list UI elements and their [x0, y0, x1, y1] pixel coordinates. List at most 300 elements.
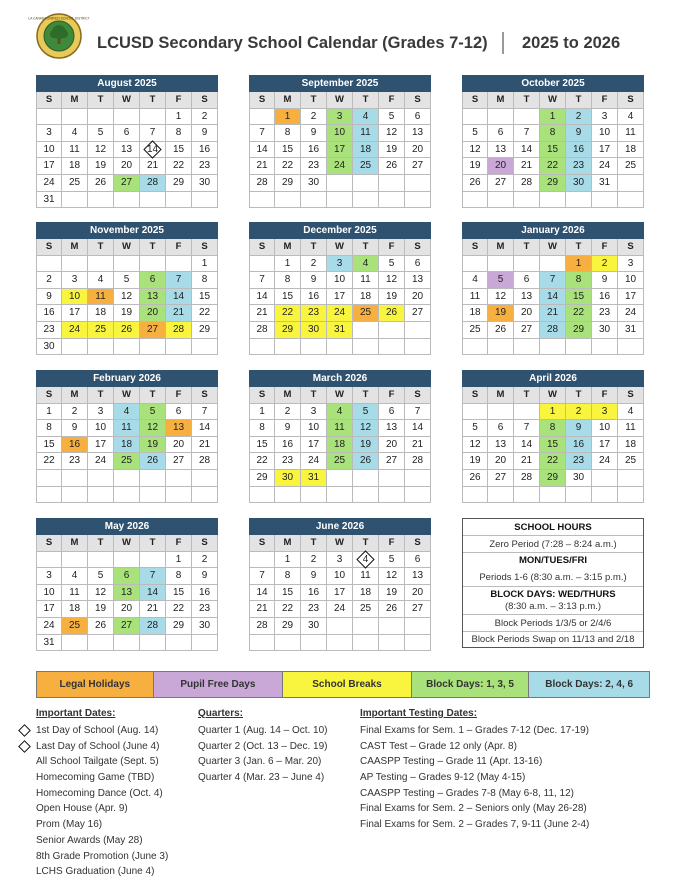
- day-cell: [114, 175, 140, 192]
- day-number: 6: [414, 257, 421, 269]
- day-number: 17: [624, 290, 637, 302]
- page-title: LCUSD Secondary School Calendar (Grades 7-12): [97, 34, 488, 52]
- day-cell: [540, 272, 566, 289]
- empty-day-cell: [114, 487, 140, 504]
- day-cell: [379, 420, 405, 437]
- day-number: 13: [385, 422, 398, 434]
- day-cell: [114, 289, 140, 306]
- day-cell: [275, 568, 301, 585]
- empty-day-cell: [618, 487, 644, 504]
- weekday-header: T: [566, 387, 592, 404]
- day-number: 19: [359, 438, 372, 450]
- day-cell: [405, 453, 431, 470]
- day-number: 21: [256, 160, 268, 172]
- day-cell: [192, 618, 218, 635]
- list-item-text: 8th Grade Promotion (June 3): [36, 850, 169, 862]
- empty-day-cell: [114, 339, 140, 356]
- day-cell: [249, 305, 275, 322]
- list-item-text: Final Exams for Sem. 2 – Grades 7, 9-11 (June 2-4): [360, 819, 590, 831]
- list-item-text: Final Exams for Sem. 1 – Grades 7-12 (Dec. 17-19): [360, 725, 589, 736]
- empty-day-cell: [405, 192, 431, 209]
- important-dates: [36, 708, 168, 880]
- list-item: [360, 739, 589, 755]
- day-cell: [275, 289, 301, 306]
- day-number: 17: [333, 586, 346, 598]
- empty-day-cell: [166, 470, 192, 487]
- day-number: 1: [201, 257, 208, 269]
- day-cell: [566, 125, 592, 142]
- empty-day-cell: [62, 552, 88, 569]
- empty-day-cell: [62, 192, 88, 209]
- day-number: 19: [385, 586, 398, 598]
- day-cell: [301, 142, 327, 159]
- day-cell: [114, 568, 140, 585]
- day-number: 5: [497, 274, 504, 286]
- day-cell: [301, 404, 327, 421]
- empty-day-cell: [114, 256, 140, 273]
- day-number: 29: [256, 471, 268, 483]
- day-number: 28: [520, 176, 533, 188]
- day-cell: [353, 109, 379, 126]
- day-number: 3: [336, 553, 343, 565]
- day-cell: [379, 142, 405, 159]
- day-cell: [462, 175, 488, 192]
- day-number: 18: [68, 160, 81, 172]
- day-number: 23: [43, 323, 55, 335]
- empty-day-cell: [379, 487, 405, 504]
- day-number: 15: [546, 438, 559, 450]
- day-number: 26: [494, 323, 507, 335]
- empty-day-cell: [301, 339, 327, 356]
- quarters: [198, 708, 328, 786]
- day-number: 8: [549, 422, 556, 434]
- day-cell: [540, 470, 566, 487]
- day-cell: [301, 552, 327, 569]
- day-number: 11: [95, 290, 106, 302]
- weekday-header: S: [249, 92, 275, 109]
- day-cell: [114, 601, 140, 618]
- day-cell: [166, 289, 192, 306]
- day-cell: [166, 437, 192, 454]
- weekday-header: M: [62, 535, 88, 552]
- month-title: September 2025: [249, 75, 431, 92]
- day-number: 6: [497, 127, 504, 139]
- empty-day-cell: [62, 109, 88, 126]
- day-cell: [405, 289, 431, 306]
- day-cell: [62, 305, 88, 322]
- day-number: 17: [598, 143, 611, 155]
- day-cell: [327, 404, 353, 421]
- empty-day-cell: [275, 339, 301, 356]
- day-number: 17: [94, 438, 107, 450]
- day-number: 8: [46, 422, 52, 434]
- day-number: 21: [256, 603, 268, 615]
- weekday-header: S: [249, 387, 275, 404]
- month-calendar: [462, 75, 644, 208]
- day-cell: [192, 420, 218, 437]
- day-cell: [379, 158, 405, 175]
- day-number: 7: [549, 274, 556, 286]
- day-number: 27: [146, 323, 159, 335]
- day-number: 4: [71, 127, 78, 139]
- day-number: 24: [598, 160, 611, 172]
- day-cell: [275, 618, 301, 635]
- day-cell: [405, 552, 431, 569]
- empty-day-cell: [36, 470, 62, 487]
- day-cell: [327, 568, 353, 585]
- day-cell: [166, 109, 192, 126]
- weekday-header: W: [327, 535, 353, 552]
- empty-day-cell: [88, 192, 114, 209]
- legend-block-days-135: Block Days: 1, 3, 5: [412, 672, 530, 697]
- day-cell: [62, 453, 88, 470]
- day-number: 27: [172, 455, 185, 467]
- day-cell: [353, 272, 379, 289]
- day-cell: [275, 109, 301, 126]
- day-number: 15: [281, 290, 294, 302]
- day-number: 10: [624, 274, 637, 286]
- day-cell: [249, 125, 275, 142]
- empty-day-cell: [488, 109, 514, 126]
- day-number: 5: [472, 422, 478, 434]
- day-cell: [114, 420, 140, 437]
- day-cell: [592, 109, 618, 126]
- weekday-header: F: [592, 92, 618, 109]
- day-number: 27: [120, 176, 133, 188]
- day-cell: [301, 601, 327, 618]
- day-number: 28: [172, 323, 185, 335]
- day-number: 15: [43, 438, 55, 450]
- day-number: 18: [359, 143, 372, 155]
- day-cell: [353, 256, 379, 273]
- day-number: 7: [414, 405, 421, 417]
- day-number: 7: [259, 127, 265, 139]
- day-number: 13: [411, 127, 424, 139]
- day-cell: [327, 601, 353, 618]
- day-cell: [140, 453, 166, 470]
- weekday-header: M: [488, 239, 514, 256]
- day-number: 1: [549, 405, 556, 417]
- day-number: 14: [256, 586, 268, 598]
- empty-day-cell: [62, 635, 88, 652]
- day-cell: [566, 453, 592, 470]
- day-cell: [140, 158, 166, 175]
- day-cell: [301, 453, 327, 470]
- empty-day-cell: [405, 635, 431, 652]
- month-grid: [462, 387, 644, 503]
- empty-day-cell: [353, 322, 379, 339]
- day-cell: [566, 175, 592, 192]
- day-number: 18: [624, 438, 637, 450]
- day-cell: [36, 272, 62, 289]
- day-cell: [462, 272, 488, 289]
- weekday-header: M: [488, 92, 514, 109]
- testing-dates: [360, 708, 589, 833]
- weekday-header: T: [88, 239, 114, 256]
- day-cell: [114, 585, 140, 602]
- day-cell: [166, 125, 192, 142]
- empty-day-cell: [405, 618, 431, 635]
- day-number: 22: [43, 455, 55, 467]
- list-item: [360, 786, 589, 802]
- day-number: 22: [198, 307, 211, 319]
- day-cell: [36, 618, 62, 635]
- day-number: 14: [520, 143, 533, 155]
- weekday-header: S: [618, 92, 644, 109]
- list-item: [36, 754, 168, 770]
- day-number: 23: [572, 160, 585, 172]
- empty-day-cell: [88, 635, 114, 652]
- day-number: 2: [310, 553, 317, 565]
- day-cell: [353, 568, 379, 585]
- day-cell: [327, 420, 353, 437]
- day-cell: [462, 142, 488, 159]
- empty-day-cell: [379, 618, 405, 635]
- day-number: 15: [256, 438, 268, 450]
- day-cell: [327, 109, 353, 126]
- empty-day-cell: [405, 339, 431, 356]
- month-grid: [36, 535, 218, 651]
- day-number: 6: [388, 405, 395, 417]
- day-cell: [249, 322, 275, 339]
- day-number: 12: [469, 438, 481, 450]
- weekday-header: T: [353, 92, 379, 109]
- day-cell: [88, 437, 114, 454]
- day-number: 24: [333, 603, 346, 615]
- weekday-header: M: [275, 239, 301, 256]
- hours-mtf-title: MON/TUES/FRI: [518, 555, 588, 566]
- weekday-header: T: [88, 535, 114, 552]
- day-cell: [405, 404, 431, 421]
- empty-day-cell: [566, 192, 592, 209]
- day-number: 31: [43, 636, 55, 648]
- day-cell: [592, 142, 618, 159]
- empty-day-cell: [379, 192, 405, 209]
- day-cell: [540, 125, 566, 142]
- day-cell: [327, 437, 353, 454]
- day-cell: [462, 437, 488, 454]
- empty-day-cell: [353, 192, 379, 209]
- empty-day-cell: [353, 175, 379, 192]
- day-cell: [514, 453, 540, 470]
- day-number: 31: [307, 471, 320, 483]
- day-number: 4: [336, 405, 343, 417]
- weekday-header: S: [462, 239, 488, 256]
- diamond-icon: [18, 740, 31, 753]
- weekday-header: W: [327, 239, 353, 256]
- day-number: 24: [43, 619, 55, 631]
- day-cell: [379, 125, 405, 142]
- day-number: 9: [71, 422, 78, 434]
- legend-pupil-free-days: Pupil Free Days: [154, 672, 284, 697]
- day-number: 14: [520, 438, 533, 450]
- day-number: 6: [149, 274, 156, 286]
- hours-swap: Block Periods Swap on 11/13 and 2/18: [471, 634, 635, 645]
- day-number: 20: [411, 143, 424, 155]
- day-cell: [166, 142, 192, 159]
- weekday-header: S: [405, 239, 431, 256]
- day-cell: [140, 568, 166, 585]
- weekday-header: T: [566, 239, 592, 256]
- day-number: 18: [624, 143, 637, 155]
- month-grid: [249, 535, 431, 651]
- day-number: 26: [385, 603, 398, 615]
- hours-block-periods: Block Periods 1/3/5 or 2/4/6: [463, 615, 643, 632]
- day-number: 25: [359, 160, 372, 172]
- day-number: 16: [68, 438, 81, 450]
- day-number: 15: [172, 586, 185, 598]
- day-number: 19: [94, 160, 107, 172]
- day-cell: [88, 618, 114, 635]
- day-cell: [488, 142, 514, 159]
- day-number: 18: [120, 438, 133, 450]
- day-cell: [140, 322, 166, 339]
- day-cell: [140, 289, 166, 306]
- empty-day-cell: [166, 339, 192, 356]
- day-cell: [592, 322, 618, 339]
- day-cell: [592, 272, 618, 289]
- list-item: [36, 786, 168, 802]
- day-number: 2: [71, 405, 78, 417]
- day-number: 17: [307, 438, 320, 450]
- month-title: February 2026: [36, 370, 218, 387]
- day-number: 24: [307, 455, 320, 467]
- day-number: 30: [198, 619, 211, 631]
- day-number: 21: [198, 438, 211, 450]
- day-cell: [514, 175, 540, 192]
- day-number: 12: [385, 127, 398, 139]
- day-number: 20: [494, 455, 507, 467]
- day-cell: [275, 322, 301, 339]
- day-number: 5: [388, 110, 395, 122]
- day-cell: [379, 404, 405, 421]
- day-cell: [301, 125, 327, 142]
- empty-day-cell: [566, 487, 592, 504]
- day-number: 13: [494, 438, 507, 450]
- day-number: 1: [175, 553, 182, 565]
- day-number: 9: [601, 274, 608, 286]
- hours-block-title: BLOCK DAYS: WED/THURS: [490, 589, 616, 600]
- day-number: 27: [120, 619, 133, 631]
- weekday-header: F: [166, 535, 192, 552]
- legend-legal-holidays: Legal Holidays: [37, 672, 154, 697]
- empty-day-cell: [618, 339, 644, 356]
- day-number: 3: [310, 405, 317, 417]
- day-number: 21: [546, 307, 559, 319]
- day-number: 3: [627, 257, 634, 269]
- day-number: 19: [494, 307, 507, 319]
- day-number: 28: [146, 176, 159, 188]
- day-number: 19: [94, 603, 107, 615]
- day-cell: [379, 256, 405, 273]
- empty-day-cell: [88, 552, 114, 569]
- day-number: 20: [494, 160, 507, 172]
- empty-day-cell: [540, 339, 566, 356]
- day-number: 1: [175, 110, 182, 122]
- day-cell: [36, 420, 62, 437]
- day-number: 27: [411, 307, 424, 319]
- list-item-text: 1st Day of School (Aug. 14): [36, 725, 159, 736]
- day-number: 1: [284, 257, 291, 269]
- empty-day-cell: [36, 487, 62, 504]
- day-number: 12: [494, 290, 507, 302]
- day-number: 25: [333, 455, 346, 467]
- day-number: 4: [123, 405, 130, 417]
- list-item-text: CAASPP Testing – Grades 7-8 (May 6-8, 11, 12): [360, 787, 574, 799]
- day-cell: [114, 322, 140, 339]
- day-cell: [353, 453, 379, 470]
- day-number: 28: [146, 619, 159, 631]
- empty-day-cell: [353, 487, 379, 504]
- day-cell: [327, 158, 353, 175]
- day-cell: [462, 322, 488, 339]
- day-number: 10: [43, 586, 55, 598]
- day-number: 18: [94, 307, 107, 319]
- day-cell: [192, 158, 218, 175]
- day-cell: [114, 142, 140, 159]
- day-number: 16: [572, 143, 585, 155]
- empty-day-cell: [514, 339, 540, 356]
- day-cell: [566, 142, 592, 159]
- empty-day-cell: [488, 256, 514, 273]
- day-cell: [566, 289, 592, 306]
- weekday-header: M: [62, 92, 88, 109]
- day-cell: [62, 568, 88, 585]
- day-number: 19: [469, 160, 481, 172]
- day-cell: [462, 470, 488, 487]
- day-cell: [36, 339, 62, 356]
- day-cell: [379, 272, 405, 289]
- day-cell: [592, 437, 618, 454]
- list-item-text: AP Testing – Grades 9-12 (May 4-15): [360, 772, 526, 784]
- day-number: 29: [172, 619, 185, 631]
- day-number: 15: [546, 143, 559, 155]
- day-cell: [405, 256, 431, 273]
- weekday-header: T: [514, 387, 540, 404]
- day-cell: [592, 175, 618, 192]
- day-number: 16: [572, 438, 585, 450]
- day-cell: [62, 272, 88, 289]
- empty-day-cell: [488, 404, 514, 421]
- day-cell: [249, 470, 275, 487]
- day-number: 2: [601, 257, 608, 269]
- day-cell: [592, 404, 618, 421]
- day-number: 28: [198, 455, 211, 467]
- weekday-header: M: [275, 92, 301, 109]
- day-cell: [540, 175, 566, 192]
- day-number: 20: [120, 160, 133, 172]
- empty-day-cell: [275, 487, 301, 504]
- day-cell: [301, 289, 327, 306]
- empty-day-cell: [462, 404, 488, 421]
- day-cell: [36, 142, 62, 159]
- empty-day-cell: [592, 192, 618, 209]
- day-number: 9: [310, 127, 317, 139]
- day-cell: [275, 256, 301, 273]
- day-cell: [405, 272, 431, 289]
- day-cell: [301, 272, 327, 289]
- empty-day-cell: [462, 339, 488, 356]
- month-grid: [462, 92, 644, 208]
- day-number: 28: [256, 323, 268, 335]
- empty-day-cell: [36, 552, 62, 569]
- month-title: December 2025: [249, 222, 431, 239]
- day-cell: [405, 437, 431, 454]
- empty-day-cell: [140, 635, 166, 652]
- empty-day-cell: [192, 192, 218, 209]
- day-cell: [488, 420, 514, 437]
- day-cell: [88, 404, 114, 421]
